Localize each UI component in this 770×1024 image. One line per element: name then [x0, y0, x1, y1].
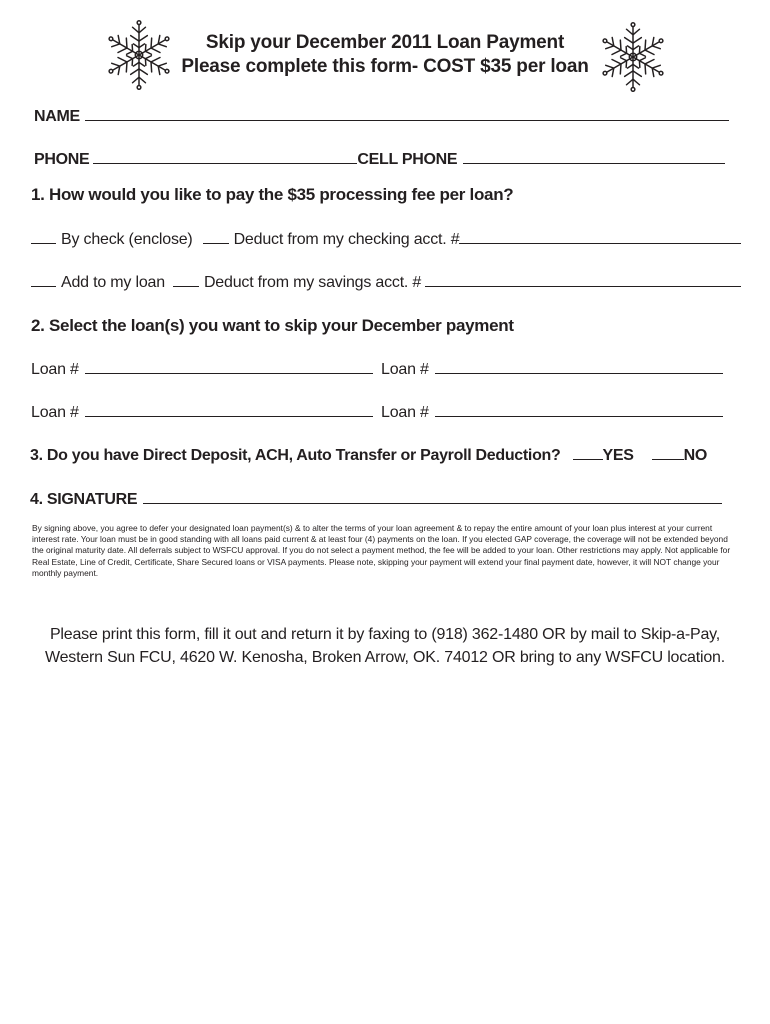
add-to-loan-label: Add to my loan [61, 274, 165, 291]
snowflake-icon-left [102, 18, 176, 92]
loan-number-field[interactable] [85, 373, 373, 374]
yes-label: YES [602, 447, 634, 464]
loan-label: Loan # [381, 404, 429, 421]
payment-options-row-1 [31, 231, 741, 249]
form-title: Skip your December 2011 Loan Payment [205, 32, 565, 53]
signature-field[interactable] [143, 503, 722, 504]
name-label: NAME [34, 108, 80, 125]
savings-account-field[interactable] [425, 286, 741, 287]
question-2: 2. Select the loan(s) you want to skip your December payment [31, 316, 514, 335]
disclaimer-text: By signing above, you agree to defer your designated loan payment(s) & to alter the terms of your loan agreement & to repay the entire amount of your loan plus interest at your current interest rate. Your loan must be in good standing with all loans paid current & at least four (4) payments on the loan. If you elected GAP coverage, the coverage will not be extended beyond the original maturity date. All deferrals subject to WSFCU approval. If you do not select a payment method, the fee will be added to your loan. Other restrictions may apply. Not applicable for Real Estate, Line of Credit, Certificate, Share Secured loans or VISA payments. Please note, skipping your payment will extend your final payment date, however, it will NOT change your monthly payment. [32, 523, 731, 578]
by-check-label: By check (enclose) [61, 231, 193, 248]
name-field[interactable] [85, 120, 729, 121]
question-3-row [30, 447, 742, 465]
checking-account-field[interactable] [459, 243, 741, 244]
loan-row-1-right [381, 361, 723, 379]
signature-label: 4. SIGNATURE [30, 491, 138, 508]
loan-row-1-left [31, 361, 373, 379]
question-3: 3. Do you have Direct Deposit, ACH, Auto Transfer or Payroll Deduction? [30, 447, 561, 464]
by-check-blank[interactable] [31, 243, 56, 244]
loan-label: Loan # [381, 361, 429, 378]
form-subtitle: Please complete this form- COST $35 per loan [181, 56, 589, 77]
question-1: 1. How would you like to pay the $35 processing fee per loan? [31, 185, 514, 204]
footer-line-2: Western Sun FCU, 4620 W. Kenosha, Broken Arrow, OK. 74012 OR bring to any WSFCU location. [44, 649, 725, 666]
name-field-row [34, 108, 729, 126]
signature-row [30, 491, 722, 509]
cell-phone-field[interactable] [463, 163, 725, 164]
loan-label: Loan # [31, 361, 79, 378]
snowflake-icon [102, 18, 176, 92]
payment-options-row-2 [31, 274, 741, 292]
deduct-checking-blank[interactable] [203, 243, 229, 244]
phone-field-row [34, 151, 725, 169]
no-blank[interactable] [652, 459, 684, 460]
loan-label: Loan # [31, 404, 79, 421]
loan-row-2-right [381, 404, 723, 422]
no-label: NO [683, 447, 708, 464]
yes-blank[interactable] [573, 459, 603, 460]
loan-number-field[interactable] [85, 416, 373, 417]
loan-row-2-left [31, 404, 373, 422]
phone-field[interactable] [93, 163, 357, 164]
loan-number-field[interactable] [435, 416, 723, 417]
cell-phone-label: CELL PHONE [357, 151, 458, 168]
add-to-loan-blank[interactable] [31, 286, 56, 287]
loan-number-field[interactable] [435, 373, 723, 374]
deduct-checking-label: Deduct from my checking acct. # [233, 231, 460, 248]
deduct-savings-blank[interactable] [173, 286, 199, 287]
phone-label: PHONE [34, 151, 90, 168]
deduct-savings-label: Deduct from my savings acct. # [203, 274, 422, 291]
footer-line-1: Please print this form, fill it out and return it by faxing to (918) 362-1480 OR by mail to Skip-a-Pay, [49, 626, 721, 643]
